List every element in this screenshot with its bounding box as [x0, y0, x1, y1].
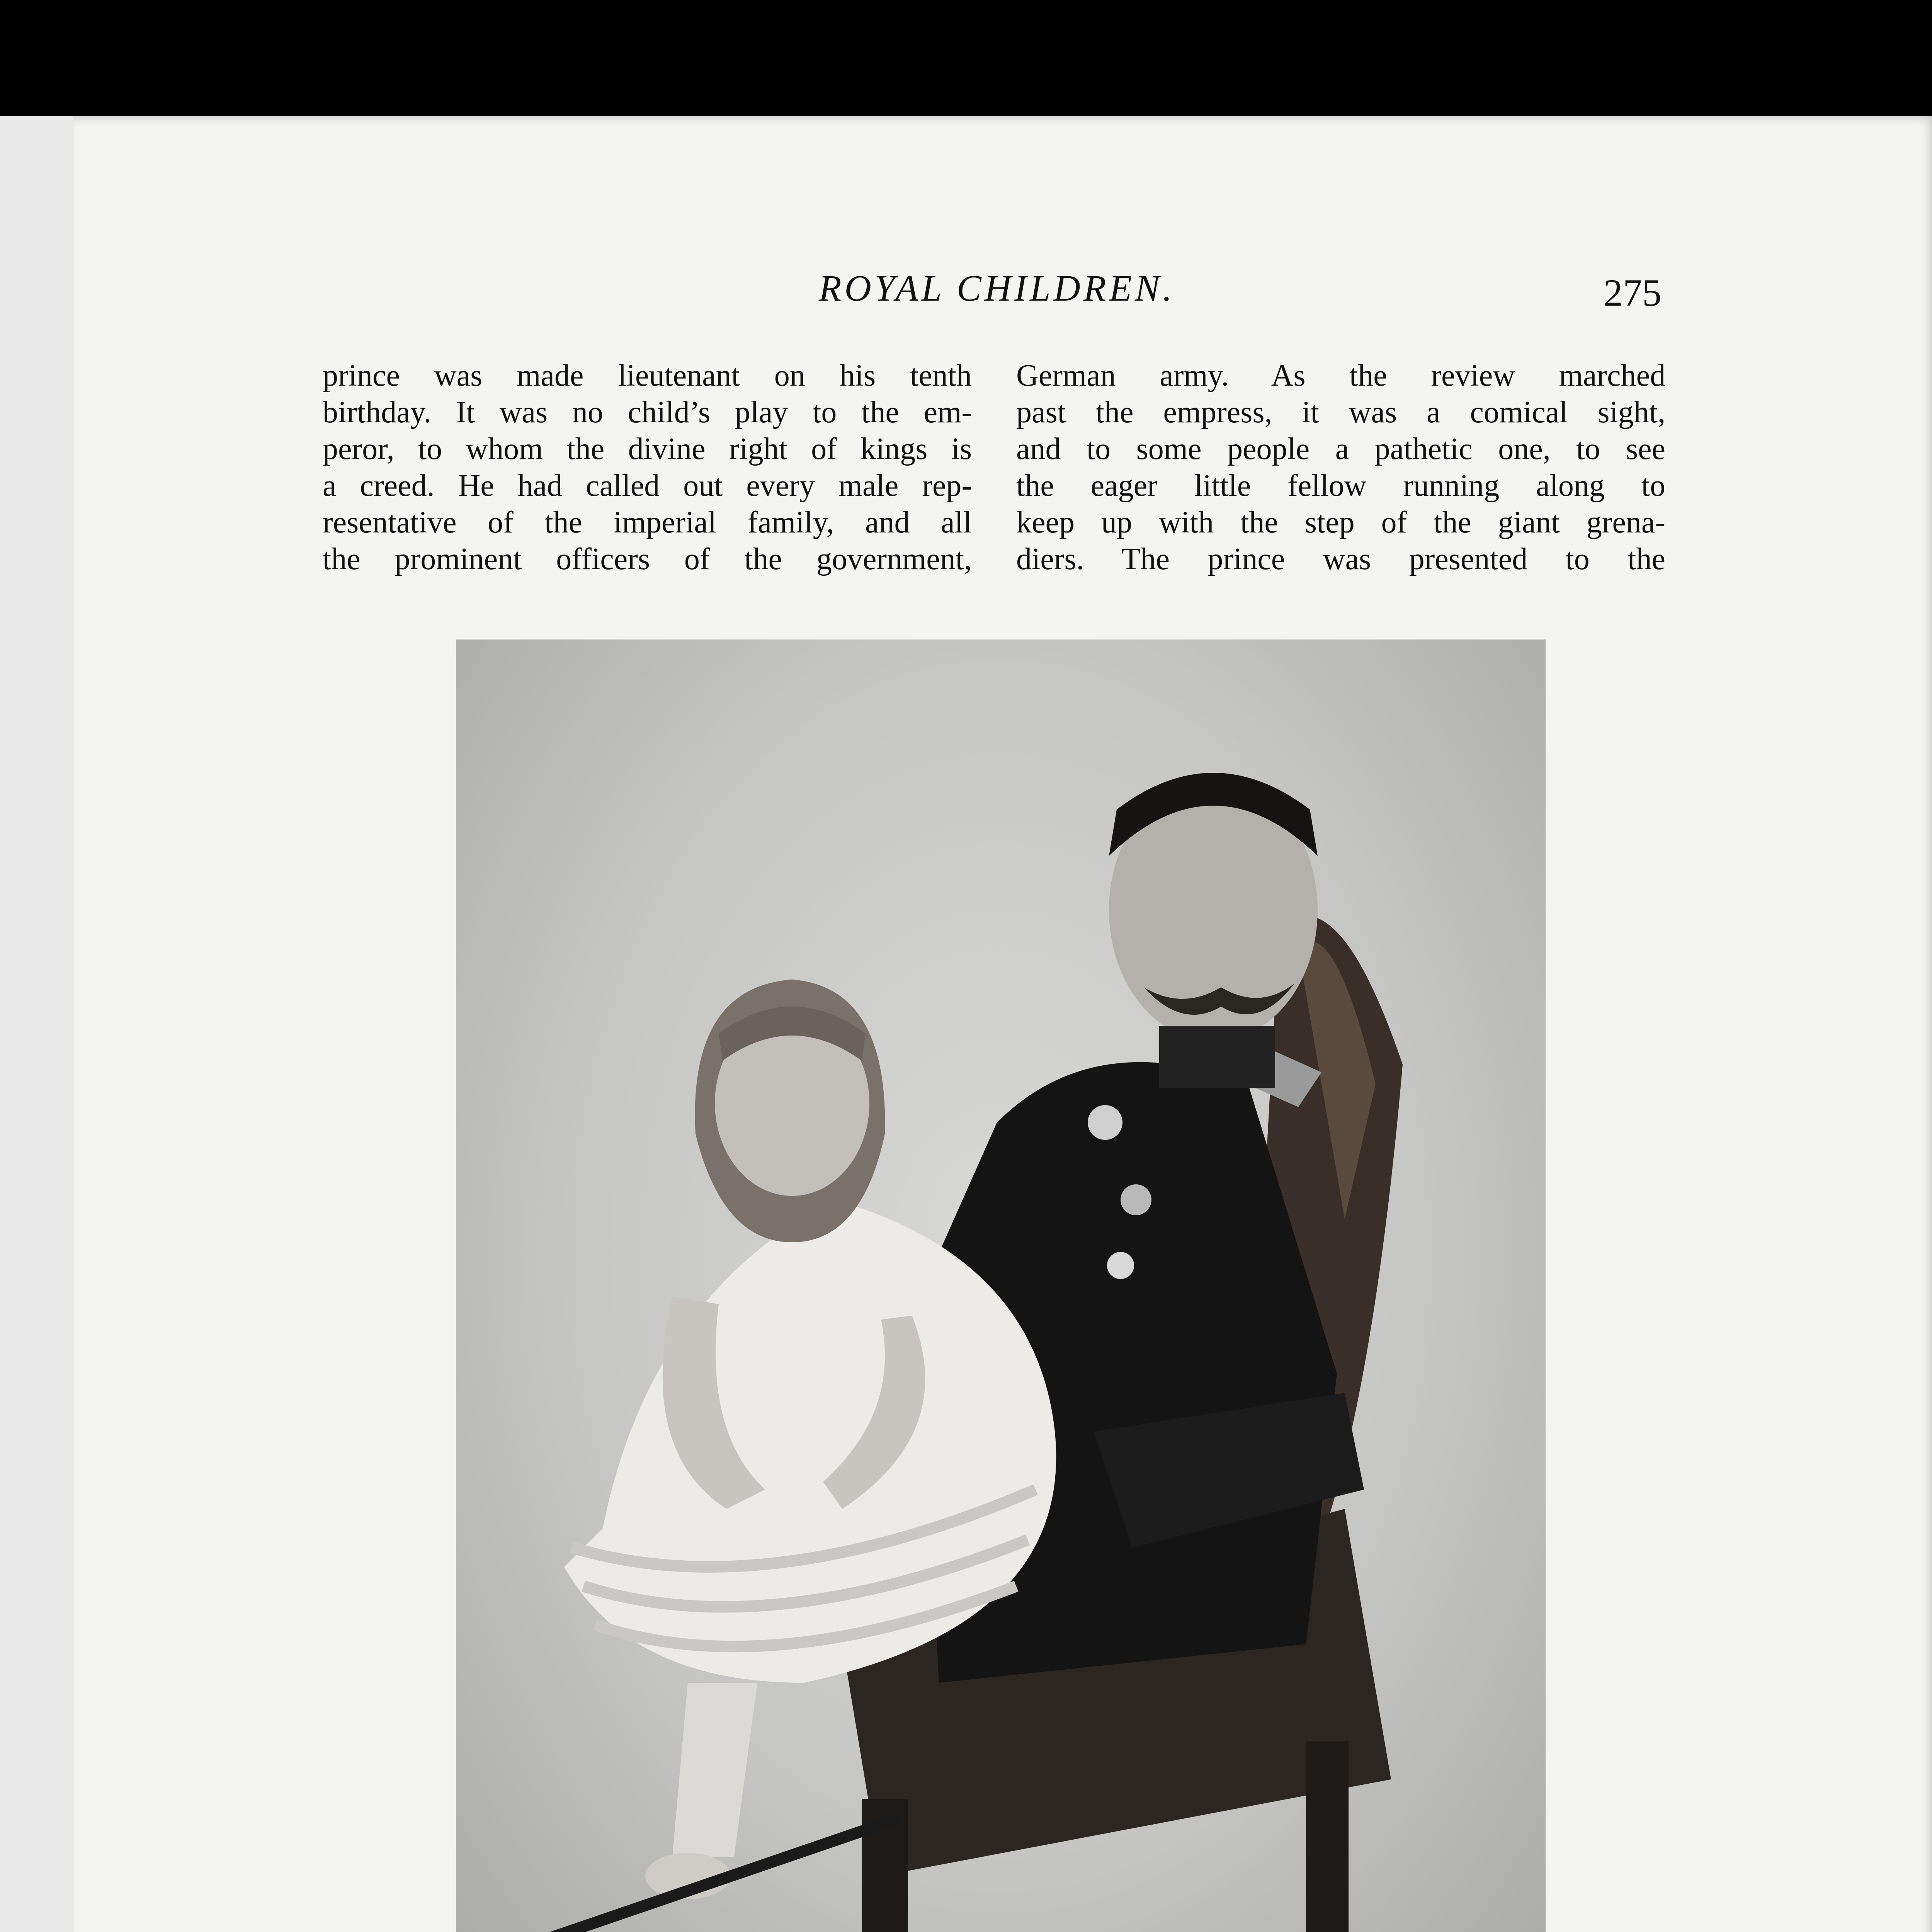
text-line: and to some people a pathetic one, to see — [1016, 432, 1665, 466]
text-column-top-left — [323, 357, 972, 578]
text-line: German army. As the review marched — [1016, 359, 1665, 393]
page-number: 275 — [1604, 271, 1662, 314]
text-line: diers. The prince was presented to the — [1016, 542, 1665, 576]
text-line: keep up with the step of the giant grena- — [1016, 505, 1665, 539]
text-line: the prominent officers of the government, — [323, 542, 972, 576]
text-line: birthday. It was no child’s play to the em- — [323, 395, 972, 429]
text-line: prince was made lieutenant on his tenth — [323, 359, 972, 393]
text-line: a creed. He had called out every male rep- — [323, 469, 972, 503]
text-column-top-right — [1016, 357, 1665, 578]
left-page-edge — [0, 116, 78, 1932]
portrait-photograph — [456, 639, 1546, 1932]
text-line: the eager little fellow running along to — [1016, 469, 1665, 503]
running-header: ROYAL CHILDREN. — [818, 267, 1175, 309]
text-line: past the empress, it was a comical sight, — [1016, 395, 1665, 429]
text-line: peror, to whom the divine right of kings is — [323, 432, 972, 466]
portrait-illustration — [456, 639, 1546, 1932]
text-line: resentative of the imperial family, and all — [323, 505, 972, 539]
